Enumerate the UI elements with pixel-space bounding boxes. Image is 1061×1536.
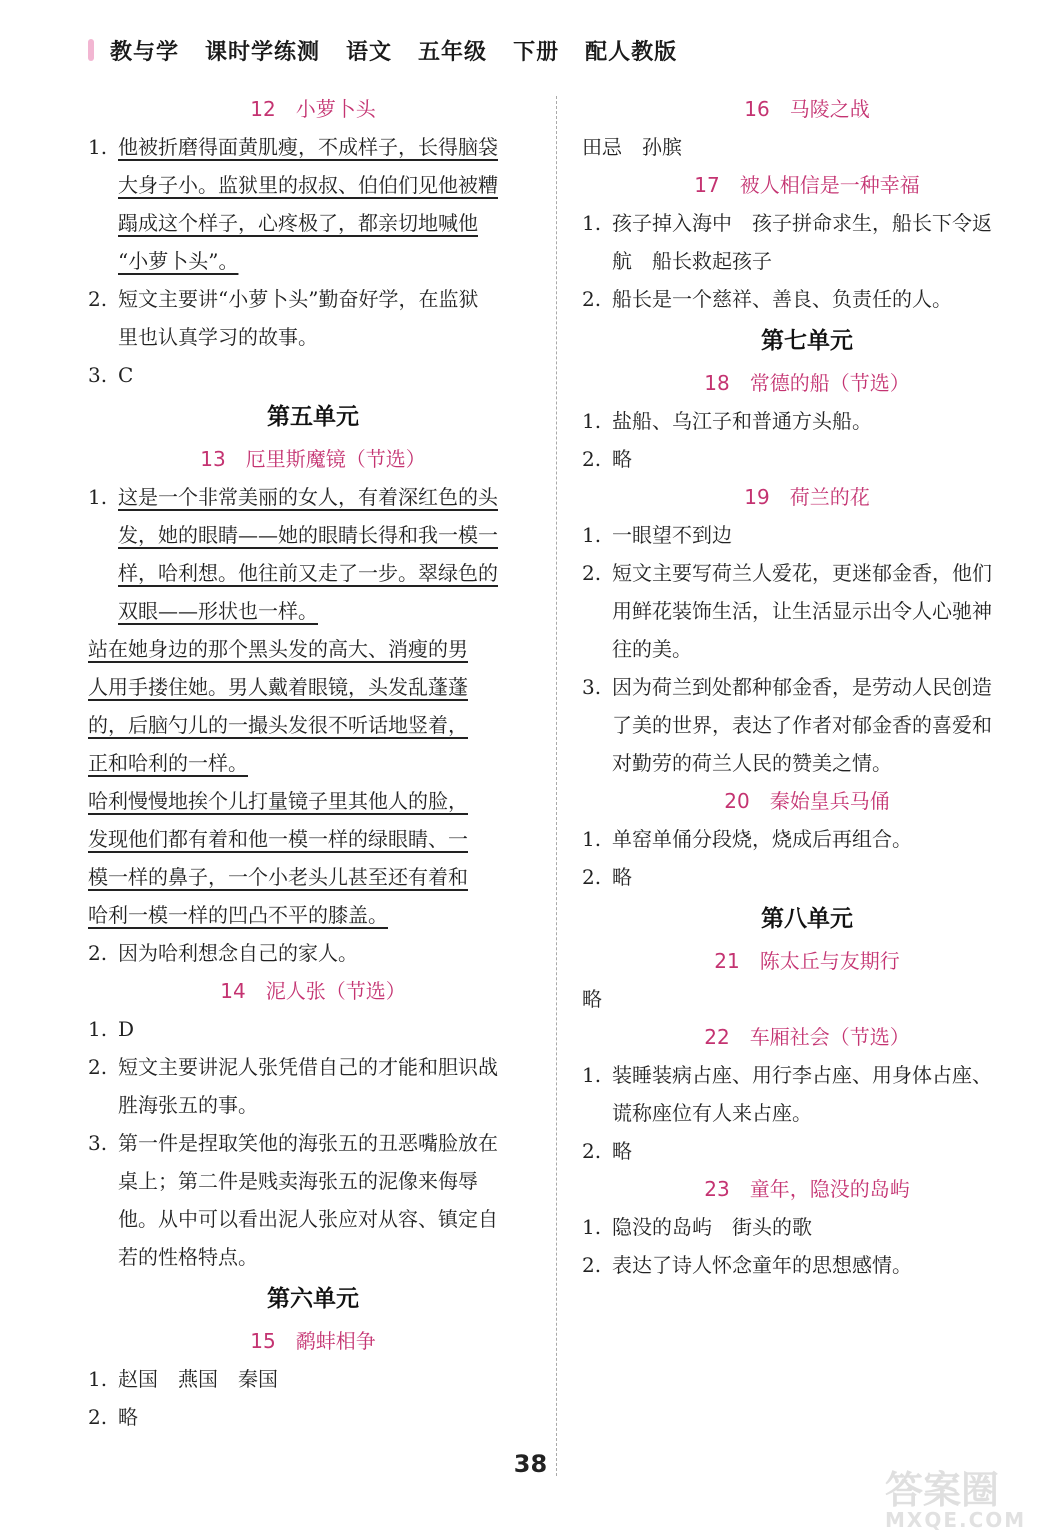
answer-text: 田忌 孙膑 bbox=[582, 135, 682, 159]
lesson-title: 15 鹬蚌相争 bbox=[250, 1329, 376, 1353]
answer-item: 1. 孩子掉入海中 孩子拼命求生，船长下令返 航 船长救起孩子 bbox=[582, 211, 992, 273]
header-accent-bar bbox=[88, 39, 94, 61]
answer-item: 1. 装睡装病占座、用行李占座、用身体占座、 谎称座位有人来占座。 bbox=[582, 1063, 992, 1125]
lesson-title: 16 马陵之战 bbox=[744, 97, 870, 121]
answer-item: 2. 略 bbox=[582, 865, 632, 889]
answer-item: 3. C bbox=[88, 363, 134, 387]
answer-item: 1. D bbox=[88, 1017, 135, 1041]
answer-item: 2. 表达了诗人怀念童年的思想感情。 bbox=[582, 1253, 912, 1277]
answer-item: 2. 短文主要讲泥人张凭借自己的才能和胆识战 胜海张五的事。 bbox=[88, 1055, 498, 1117]
lesson-title: 12 小萝卜头 bbox=[250, 97, 376, 121]
answer-item: 2. 因为哈利想念自己的家人。 bbox=[88, 941, 358, 965]
header-book-series: 教与学 bbox=[110, 39, 180, 65]
answer-item: 2. 略 bbox=[582, 1139, 632, 1163]
lesson-title: 21 陈太丘与友期行 bbox=[714, 949, 900, 973]
watermark-logo: 答案圈 MXQE.COM bbox=[885, 1468, 1027, 1532]
answer-item: 1. 单窑单俑分段烧，烧成后再组合。 bbox=[582, 827, 912, 851]
header-subject: 语文 bbox=[346, 39, 393, 65]
page-header bbox=[88, 30, 703, 70]
lesson-title: 17 被人相信是一种幸福 bbox=[694, 173, 920, 197]
lesson-title: 23 童年，隐没的岛屿 bbox=[704, 1177, 910, 1201]
answer-item: 2. 略 bbox=[582, 447, 632, 471]
column-divider bbox=[556, 96, 557, 1476]
header-book-title: 课时学练测 bbox=[205, 39, 321, 65]
answer-item: 1. 赵国 燕国 秦国 bbox=[88, 1367, 278, 1391]
lesson-title: 20 秦始皇兵马俑 bbox=[724, 789, 890, 813]
right-column bbox=[582, 90, 1032, 1284]
page-number: 38 bbox=[513, 1450, 548, 1478]
unit-heading: 第八单元 bbox=[761, 906, 853, 932]
answer-item: 2. 短文主要讲“小萝卜头”勤奋好学，在监狱 里也认真学习的故事。 bbox=[88, 287, 479, 349]
lesson-title: 22 车厢社会（节选） bbox=[704, 1025, 910, 1049]
answer-item: 3. 第一件是捏取笑他的海张五的丑恶嘴脸放在 桌上；第二件是贱卖海张五的泥像来侮辱 他。从中可以看出泥人张应对从容、镇定自 若的性格特点。 bbox=[88, 1131, 498, 1269]
answer-item: 2. 短文主要写荷兰人爱花，更迷郁金香，他们 用鲜花装饰生活，让生活显示出令人心驰神 往的美。 bbox=[582, 561, 992, 661]
unit-heading: 第七单元 bbox=[761, 328, 853, 354]
answer-item: 1. 他被折磨得面黄肌瘦，不成样子，长得脑袋 大身子小。监狱里的叔叔、伯伯们见他被糟 蹋成这个样子，心疼极了，都亲切地喊他 “小萝卜头”。 bbox=[88, 135, 498, 273]
unit-heading: 第六单元 bbox=[267, 1286, 359, 1312]
answer-item: 1. 盐船、乌江子和普通方头船。 bbox=[582, 409, 872, 433]
unit-heading: 第五单元 bbox=[267, 404, 359, 430]
answer-item: 2. 船长是一个慈祥、善良、负责任的人。 bbox=[582, 287, 952, 311]
answer-item: 1. 一眼望不到边 bbox=[582, 523, 732, 547]
answer-item: 2. 略 bbox=[88, 1405, 138, 1429]
left-column bbox=[88, 90, 538, 1436]
answer-item: 1. 这是一个非常美丽的女人，有着深红色的头 发，她的眼睛——她的眼睛长得和我一模一 样，哈利想。他往前又走了一步。翠绿色的 双眼——形状也一样。 bbox=[88, 485, 498, 623]
lesson-title: 19 荷兰的花 bbox=[744, 485, 870, 509]
header-volume: 下册 bbox=[513, 39, 560, 65]
lesson-title: 13 厄里斯魔镜（节选） bbox=[200, 447, 426, 471]
answer-item: 3. 因为荷兰到处都种郁金香，是劳动人民创造 了美的世界，表达了作者对郁金香的喜爱和 对勤劳的荷兰人民的赞美之情。 bbox=[582, 675, 992, 775]
answer-text: 略 bbox=[582, 987, 602, 1011]
lesson-title: 14 泥人张（节选） bbox=[220, 979, 406, 1003]
lesson-title: 18 常德的船（节选） bbox=[704, 371, 910, 395]
answer-item: 1. 隐没的岛屿 街头的歌 bbox=[582, 1215, 812, 1239]
header-edition: 配人教版 bbox=[585, 39, 678, 65]
header-grade: 五年级 bbox=[418, 39, 488, 65]
answer-item-continued: 站在她身边的那个黑头发的高大、消瘦的男 人用手搂住她。男人戴着眼镜，头发乱蓬蓬 的，后脑勺儿的一撮头发很不听话地竖着， 正和哈利的一样。 哈利慢慢地挨个儿打量镜子里其他人的脸， 发现他们都有着和他一模一样的绿眼睛、一 模一样的鼻子，一个小老头儿甚至还有着和 哈利一模一样的凹凸不平的膝盖。 bbox=[88, 637, 468, 927]
